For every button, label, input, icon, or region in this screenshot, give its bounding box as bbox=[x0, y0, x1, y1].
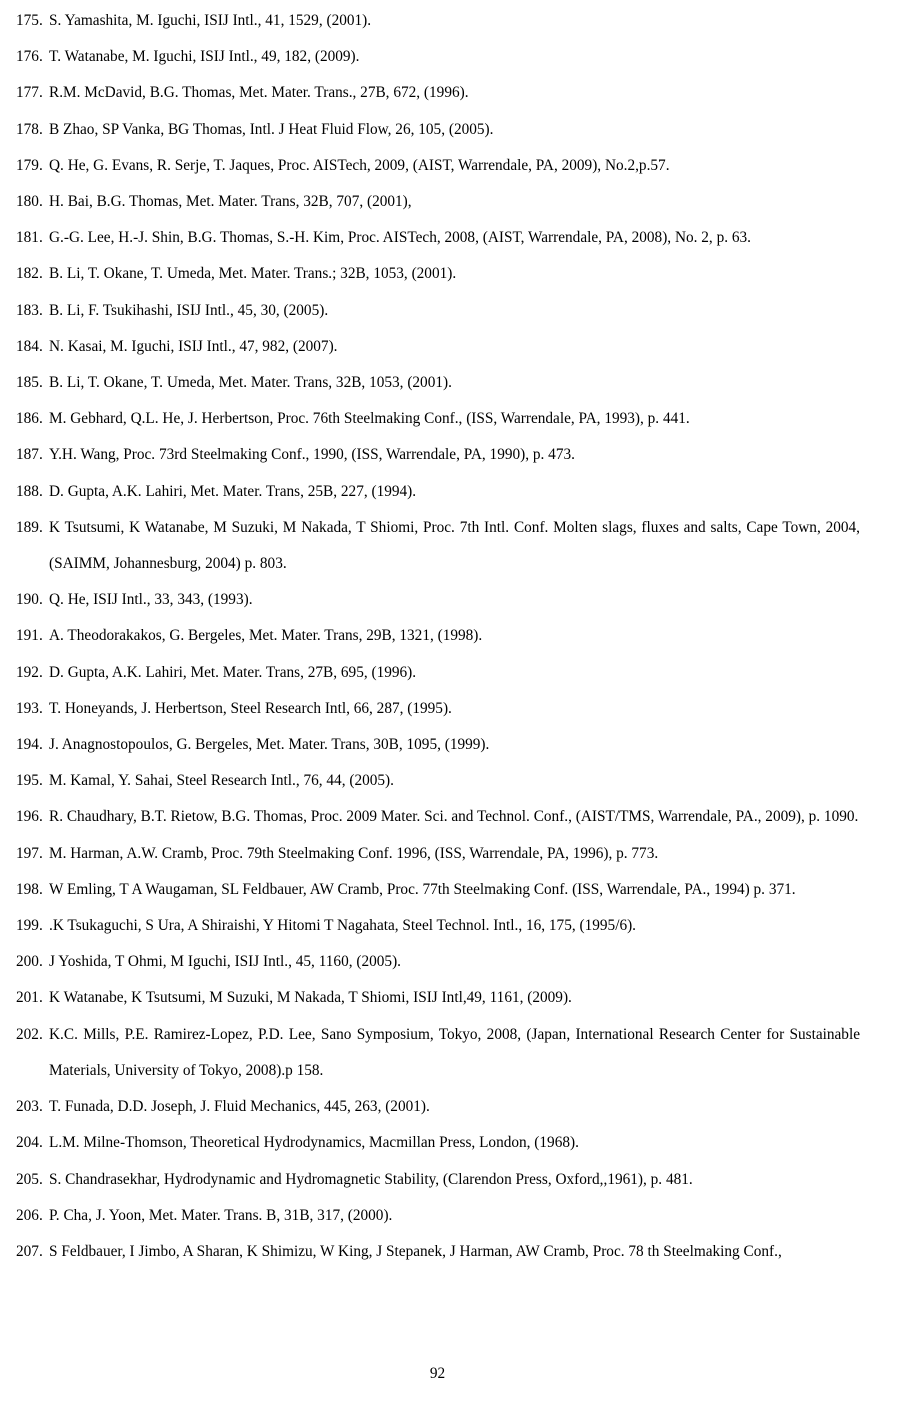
reference-text: T. Funada, D.D. Joseph, J. Fluid Mechanics, 445, 263, (2001). bbox=[49, 1098, 430, 1116]
reference-text: K Watanabe, K Tsutsumi, M Suzuki, M Nakada, T Shiomi, ISIJ Intl,49, 1161, (2009). bbox=[49, 989, 572, 1007]
reference-text: H. Bai, B.G. Thomas, Met. Mater. Trans, 32B, 707, (2001), bbox=[49, 193, 412, 211]
reference-number: 195. bbox=[16, 772, 43, 790]
reference-item bbox=[0, 691, 860, 727]
reference-number: 198. bbox=[16, 880, 43, 898]
reference-item bbox=[0, 1198, 860, 1234]
reference-number: 176. bbox=[16, 48, 43, 66]
reference-item bbox=[0, 112, 860, 148]
reference-item bbox=[0, 1089, 860, 1125]
reference-list bbox=[0, 3, 900, 1270]
reference-item bbox=[0, 763, 860, 799]
reference-item bbox=[0, 582, 860, 618]
reference-number: 187. bbox=[16, 446, 43, 464]
reference-item bbox=[0, 1017, 860, 1089]
reference-text: B. Li, T. Okane, T. Umeda, Met. Mater. Trans.; 32B, 1053, (2001). bbox=[49, 265, 457, 283]
reference-number: 175. bbox=[16, 12, 43, 29]
reference-number: 184. bbox=[16, 337, 43, 355]
reference-number: 206. bbox=[16, 1206, 43, 1224]
reference-text: N. Kasai, M. Iguchi, ISIJ Intl., 47, 982, (2007). bbox=[49, 337, 338, 355]
reference-number: 190. bbox=[16, 591, 43, 609]
reference-item bbox=[0, 944, 860, 980]
reference-number: 201. bbox=[16, 989, 43, 1007]
reference-number: 180. bbox=[16, 193, 43, 211]
reference-number: 177. bbox=[16, 84, 43, 102]
reference-number: 183. bbox=[16, 301, 43, 319]
reference-item bbox=[0, 908, 860, 944]
page-number: 92 bbox=[429, 1365, 446, 1382]
reference-number: 205. bbox=[16, 1170, 43, 1188]
reference-text: T. Honeyands, J. Herbertson, Steel Research Intl, 66, 287, (1995). bbox=[49, 699, 452, 717]
reference-item bbox=[0, 365, 860, 401]
reference-text: D. Gupta, A.K. Lahiri, Met. Mater. Trans, 27B, 695, (1996). bbox=[49, 663, 417, 681]
reference-number: 185. bbox=[16, 374, 43, 392]
reference-item bbox=[0, 401, 860, 437]
reference-item bbox=[0, 75, 860, 111]
reference-number: 179. bbox=[16, 156, 43, 174]
reference-number: 199. bbox=[16, 917, 43, 935]
reference-text: W Emling, T A Waugaman, SL Feldbauer, AW Cramb, Proc. 77th Steelmaking Conf. (ISS, Warrendale, PA., 1994) p. 371. bbox=[49, 880, 796, 898]
reference-text: Y.H. Wang, Proc. 73rd Steelmaking Conf., 1990, (ISS, Warrendale, PA, 1990), p. 473. bbox=[49, 446, 575, 464]
reference-text: M. Gebhard, Q.L. He, J. Herbertson, Proc. 76th Steelmaking Conf., (ISS, Warrendale, PA, 1993), p. 441. bbox=[49, 410, 690, 428]
reference-item bbox=[0, 329, 860, 365]
reference-text: K Tsutsumi, K Watanabe, M Suzuki, M Nakada, T Shiomi, Proc. 7th Intl. Conf. Molten slags, fluxes and salts, Cape Town, 2004, (SAIMM, Johannesburg, 2004) p. 803. bbox=[49, 518, 860, 573]
reference-number: 200. bbox=[16, 953, 43, 971]
reference-text: J. Anagnostopoulos, G. Bergeles, Met. Mater. Trans, 30B, 1095, (1999). bbox=[49, 736, 490, 754]
reference-number: 194. bbox=[16, 736, 43, 754]
reference-item bbox=[0, 799, 860, 835]
reference-item bbox=[0, 836, 860, 872]
reference-text: B. Li, T. Okane, T. Umeda, Met. Mater. Trans, 32B, 1053, (2001). bbox=[49, 374, 452, 392]
reference-number: 178. bbox=[16, 120, 43, 138]
reference-text: R. Chaudhary, B.T. Rietow, B.G. Thomas, Proc. 2009 Mater. Sci. and Technol. Conf., (AIST/TMS, Warrendale, PA., 2009), p. 1090. bbox=[49, 808, 859, 826]
reference-item bbox=[0, 293, 860, 329]
reference-item bbox=[0, 1162, 860, 1198]
reference-text: K.C. Mills, P.E. Ramirez-Lopez, P.D. Lee, Sano Symposium, Tokyo, 2008, (Japan, International Research Center for Sustainable Materials, University of Tokyo, 2008).p 158. bbox=[49, 1025, 860, 1079]
reference-item bbox=[0, 256, 860, 292]
reference-text: D. Gupta, A.K. Lahiri, Met. Mater. Trans, 25B, 227, (1994). bbox=[49, 482, 417, 500]
reference-number: 196. bbox=[16, 808, 43, 826]
reference-number: 182. bbox=[16, 265, 43, 283]
reference-text: .K Tsukaguchi, S Ura, A Shiraishi, Y Hitomi T Nagahata, Steel Technol. Intl., 16, 175, (1995/6). bbox=[49, 917, 637, 935]
reference-item bbox=[0, 220, 860, 256]
reference-number: 203. bbox=[16, 1098, 43, 1116]
reference-item bbox=[0, 39, 860, 75]
reference-item bbox=[0, 148, 860, 184]
reference-text: G.-G. Lee, H.-J. Shin, B.G. Thomas, S.-H. Kim, Proc. AISTech, 2008, (AIST, Warrendale, PA, 2008), No. 2, p. 63. bbox=[49, 229, 751, 247]
reference-text: S Feldbauer, I Jimbo, A Sharan, K Shimizu, W King, J Stepanek, J Harman, AW Cramb, Proc. 78 th Steelmaking Conf., bbox=[49, 1242, 782, 1260]
reference-number: 197. bbox=[16, 844, 43, 862]
reference-item bbox=[0, 655, 860, 691]
reference-text: A. Theodorakakos, G. Bergeles, Met. Mater. Trans, 29B, 1321, (1998). bbox=[49, 627, 483, 645]
reference-text: T. Watanabe, M. Iguchi, ISIJ Intl., 49, 182, (2009). bbox=[49, 48, 360, 66]
reference-text: S. Chandrasekhar, Hydrodynamic and Hydromagnetic Stability, (Clarendon Press, Oxford,,1961), p. 481. bbox=[49, 1170, 693, 1188]
reference-number: 193. bbox=[16, 699, 43, 717]
reference-text: Q. He, ISIJ Intl., 33, 343, (1993). bbox=[49, 591, 253, 609]
reference-text: B Zhao, SP Vanka, BG Thomas, Intl. J Heat Fluid Flow, 26, 105, (2005). bbox=[49, 120, 494, 138]
reference-number: 202. bbox=[16, 1025, 43, 1043]
reference-number: 204. bbox=[16, 1134, 43, 1152]
reference-text: M. Kamal, Y. Sahai, Steel Research Intl., 76, 44, (2005). bbox=[49, 772, 394, 790]
reference-item bbox=[0, 184, 860, 220]
reference-item bbox=[0, 727, 860, 763]
reference-text: M. Harman, A.W. Cramb, Proc. 79th Steelmaking Conf. 1996, (ISS, Warrendale, PA, 1996), p. 773. bbox=[49, 844, 659, 862]
reference-number: 188. bbox=[16, 482, 43, 500]
reference-text: R.M. McDavid, B.G. Thomas, Met. Mater. Trans., 27B, 672, (1996). bbox=[49, 84, 469, 102]
reference-item bbox=[0, 980, 860, 1016]
reference-number: 186. bbox=[16, 410, 43, 428]
reference-number: 192. bbox=[16, 663, 43, 681]
reference-item bbox=[0, 437, 860, 473]
reference-text: S. Yamashita, M. Iguchi, ISIJ Intl., 41, 1529, (2001). bbox=[49, 12, 372, 29]
reference-text: Q. He, G. Evans, R. Serje, T. Jaques, Proc. AISTech, 2009, (AIST, Warrendale, PA, 2009), No.2,p.57. bbox=[49, 156, 670, 174]
reference-item bbox=[0, 3, 860, 39]
reference-text: P. Cha, J. Yoon, Met. Mater. Trans. B, 31B, 317, (2000). bbox=[49, 1206, 393, 1224]
reference-text: L.M. Milne-Thomson, Theoretical Hydrodynamics, Macmillan Press, London, (1968). bbox=[49, 1134, 579, 1152]
reference-text: J Yoshida, T Ohmi, M Iguchi, ISIJ Intl., 45, 1160, (2005). bbox=[49, 953, 401, 971]
reference-item bbox=[0, 510, 860, 582]
reference-text: B. Li, F. Tsukihashi, ISIJ Intl., 45, 30, (2005). bbox=[49, 301, 329, 319]
reference-number: 189. bbox=[16, 518, 43, 536]
reference-number: 191. bbox=[16, 627, 43, 645]
reference-item bbox=[0, 1125, 860, 1161]
reference-number: 207. bbox=[16, 1242, 43, 1260]
reference-number: 181. bbox=[16, 229, 43, 247]
reference-item bbox=[0, 474, 860, 510]
reference-item bbox=[0, 618, 860, 654]
reference-item bbox=[0, 1234, 860, 1270]
reference-item bbox=[0, 872, 860, 908]
